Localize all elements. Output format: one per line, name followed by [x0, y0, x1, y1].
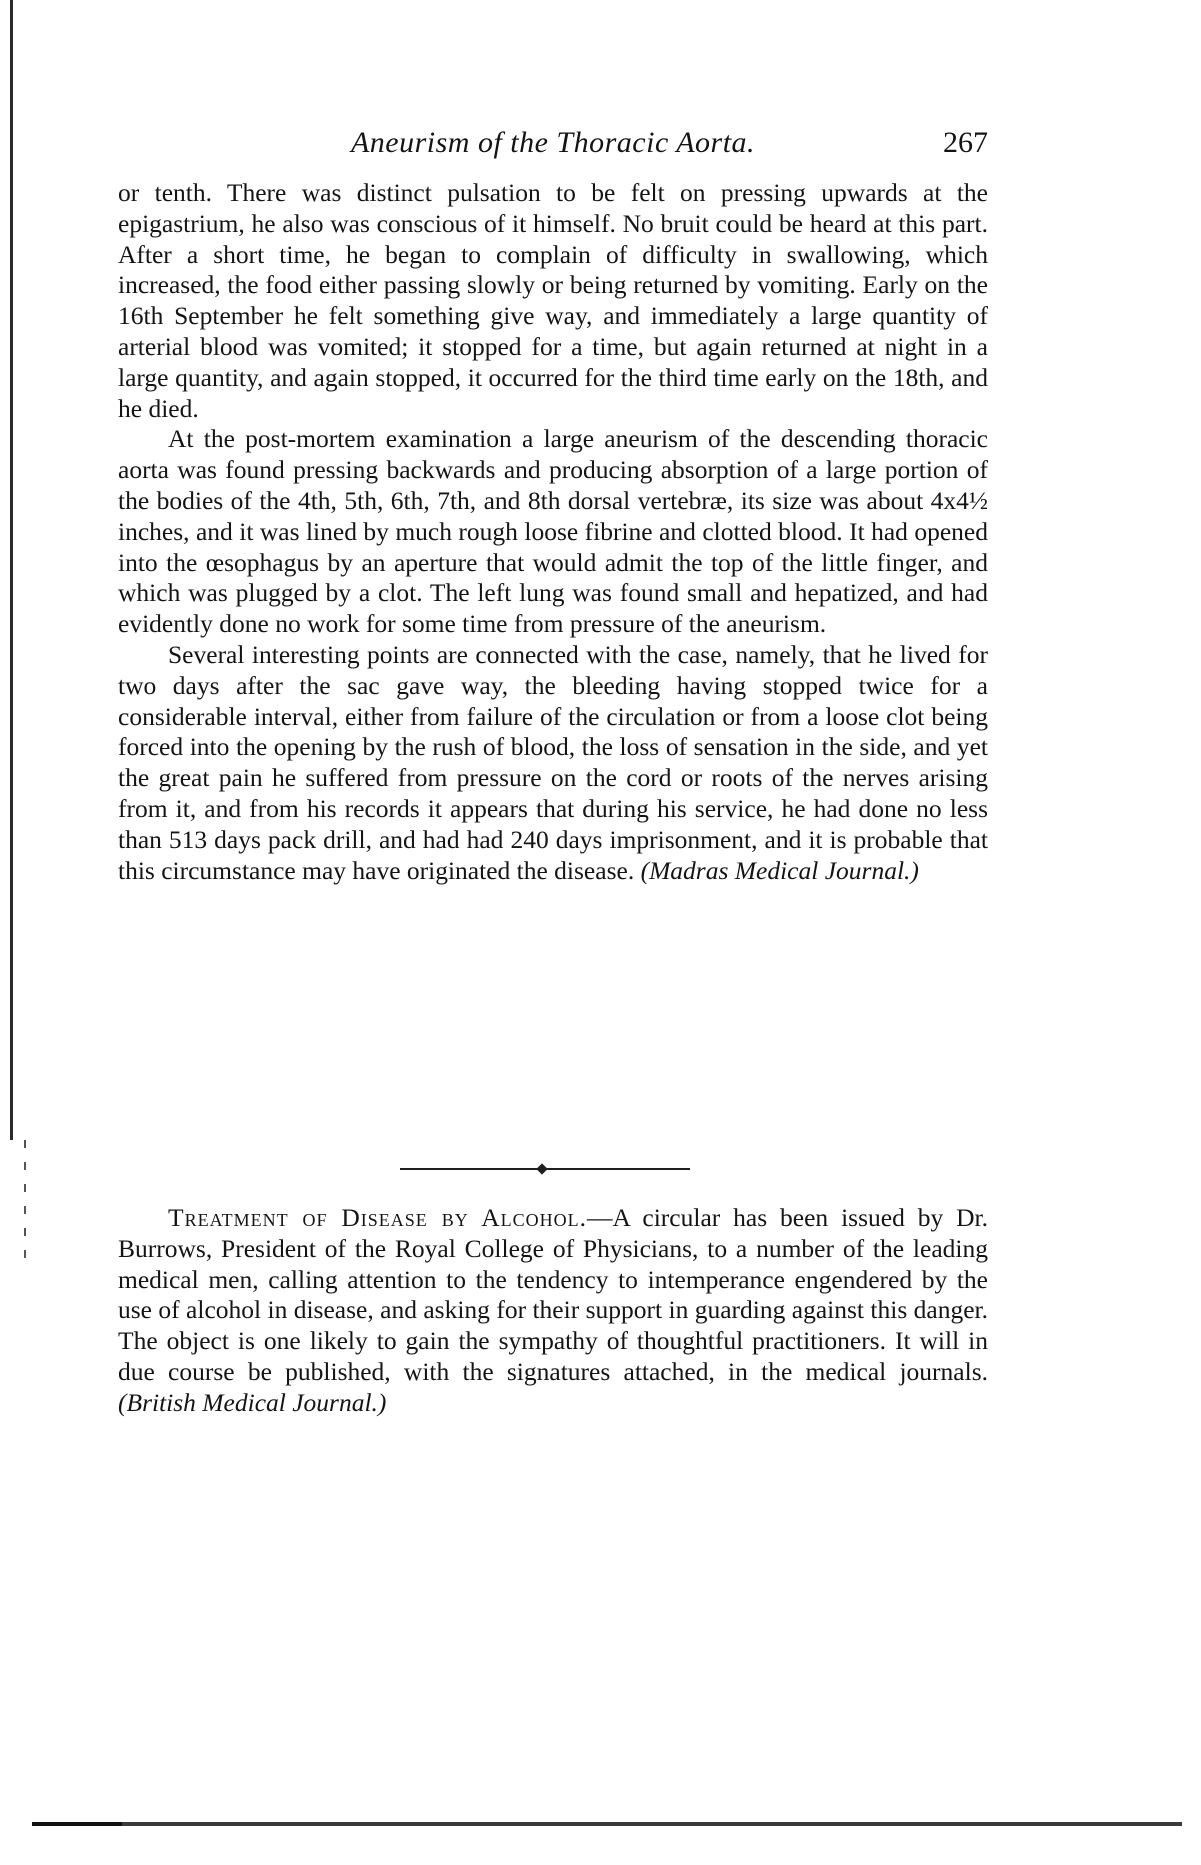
paragraph-2: At the post-mortem examination a large aneurism of the descending thoracic aorta was found pressing backwards and producing absorption of a large portion of the bodies of the 4th, 5th, 6th, 7th, and 8th dorsal vertebræ, its size was about 4x4½ inches, and it was lined by much rough loose fibrine and clotted blood. It had opened into the œsophagus by an aperture that would admit the top of the little finger, and which was plugged by a clot. The left lung was found small and hepatized, and had evidently done no work for some time from pressure of the aneurism. [118, 424, 988, 639]
alcohol-article [118, 1203, 988, 1419]
alcohol-heading: Treatment of Disease by Alcohol. [168, 1203, 587, 1232]
section-divider [400, 1165, 690, 1173]
alcohol-text: —A circular has been issued by Dr. Burrows, President of the Royal College of Physicians, to a number of the leading medical men, calling attention to the tendency to intemperance engendered by the use of alcohol in disease, and asking for their support in guarding against this danger. The object is one likely to gain the sympathy of thoughtful practitioners. It will in due course be published, with the signatures attached, in the medical journals. [118, 1203, 988, 1386]
bottom-scan-edge [32, 1822, 1182, 1826]
aneurism-article [118, 178, 988, 886]
paragraph-1: or tenth. There was distinct pulsation to be felt on pressing upwards at the epigastrium, he also was conscious of it himself. No bruit could be heard at this part. After a short time, he began to complain of difficulty in swallowing, which increased, the food either passing slowly or being returned by vomiting. Early on the 16th September he felt something give way, and immediately a large quantity of arterial blood was vomited; it stopped for a time, but again returned at night in a large quantity, and again stopped, it occurred for the third time early on the 18th, and he died. [118, 178, 988, 423]
page-number: 267 [943, 126, 988, 159]
madras-citation: (Madras Medical Journal.) [640, 855, 919, 885]
alcohol-paragraph [118, 1203, 988, 1419]
paragraph-3-text: Several interesting points are connected with the case, namely, that he lived for two days after the sac gave way, the bleeding having stopped twice for a considerable interval, either from failure of the circulation or from a loose clot being forced into the opening by the rush of blood, the loss of sensation in the side, and yet the great pain he suffered from pressure on the cord or roots of the nerves arising from it, and from his records it appears that during his service, he had done no less than 513 days pack drill, and had had 240 days imprisonment, and it is probable that this circumstance may have originated the disease. [118, 639, 988, 885]
paragraph-3 [118, 640, 988, 886]
binding-edge-line [10, 0, 13, 1140]
divider-ornament-icon [536, 1163, 547, 1174]
binding-edge-marks [24, 1140, 26, 1260]
bmj-citation: (British Medical Journal.) [118, 1387, 387, 1417]
page-header [118, 126, 988, 176]
running-title: Aneurism of the Thoracic Aorta. [350, 126, 756, 159]
